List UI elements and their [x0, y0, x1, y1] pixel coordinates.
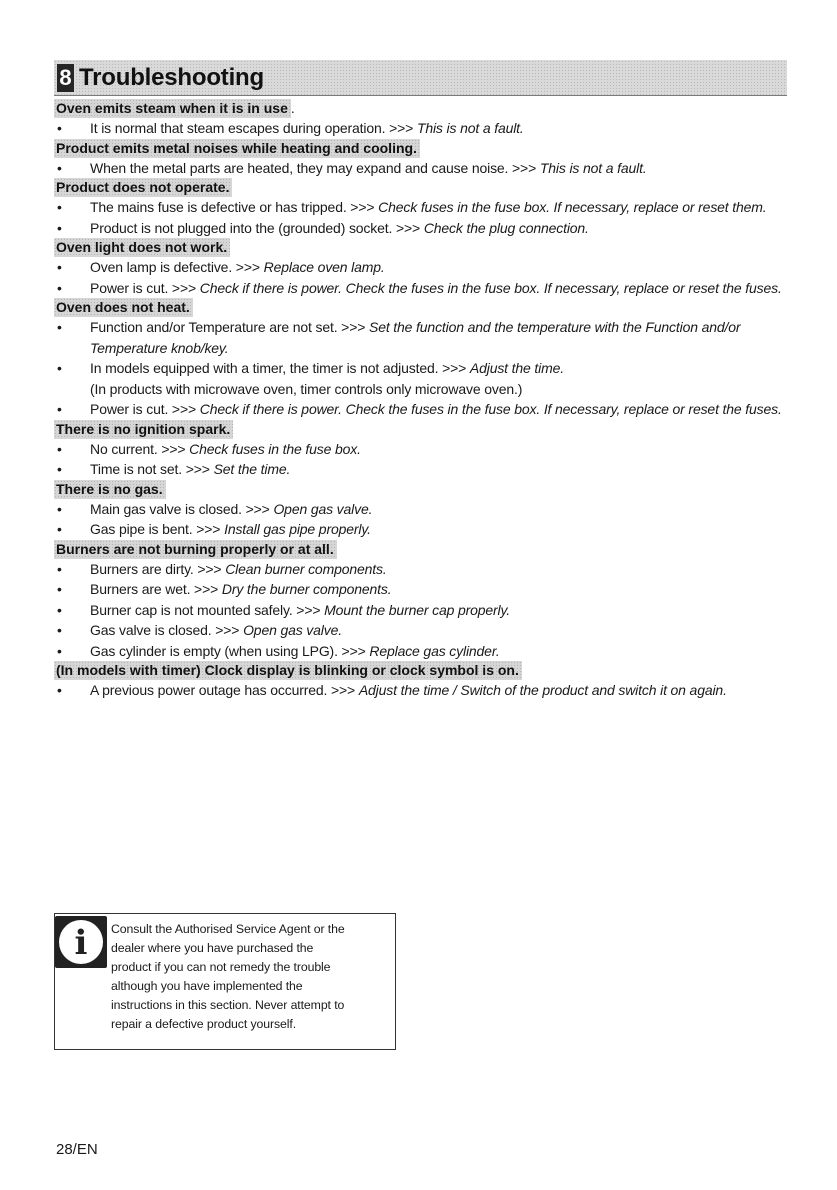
section-heading-row: [54, 139, 784, 158]
bullet-icon: •: [57, 440, 62, 457]
chapter-number: 8: [57, 64, 74, 92]
bullet-icon: •: [57, 642, 62, 659]
trouble-section: [54, 99, 784, 139]
remedy-text: Adjust the time.: [469, 360, 564, 376]
troubleshooting-list: [54, 99, 784, 701]
bullet-icon: •: [57, 259, 62, 275]
bullet-icon: •: [57, 401, 62, 417]
bullet-icon: •: [57, 279, 62, 296]
trouble-section: [54, 139, 784, 179]
cause-text: Burners are wet. >>>: [90, 581, 222, 597]
trouble-section: [54, 540, 784, 662]
remedy-text: Clean burner components.: [225, 560, 387, 577]
list-item: [54, 399, 784, 420]
info-note-text: [111, 920, 393, 1034]
cause-text: Burner cap is not mounted safely. >>>: [90, 601, 325, 618]
section-heading: Product does not operate.: [54, 178, 232, 197]
cause-remedy-list: [54, 317, 784, 420]
list-item: [54, 158, 784, 179]
list-item: [54, 197, 784, 218]
trouble-section: [54, 298, 784, 420]
cause-text: Function and/or Temperature are not set. >>>: [90, 319, 369, 335]
trouble-section: [54, 178, 784, 238]
cause-remedy-list: [54, 197, 784, 238]
remedy-text: Install gas pipe properly.: [224, 521, 371, 537]
info-note-line: product if you can not remedy the trouble: [111, 960, 331, 974]
bullet-icon: •: [57, 622, 62, 638]
remedy-text: This is not a fault.: [539, 159, 647, 176]
info-note-box: [54, 913, 396, 1050]
cause-remedy-list: [54, 559, 784, 662]
list-item: [54, 459, 784, 480]
cause-text: Power is cut. >>>: [90, 279, 200, 296]
cause-text: No current. >>>: [90, 440, 190, 457]
list-item: [54, 317, 784, 358]
trouble-section: [54, 420, 784, 480]
bullet-icon: •: [57, 319, 62, 335]
cause-remedy-list: [54, 158, 784, 179]
info-note-line: repair a defective product yourself.: [111, 1017, 297, 1031]
trouble-section: [54, 238, 784, 298]
cause-text: Burners are dirty. >>>: [90, 560, 226, 577]
cause-text: Product is not plugged into the (grounded) socket. >>>: [90, 219, 424, 236]
remedy-text: This is not a fault.: [416, 120, 524, 136]
cause-remedy-list: [54, 257, 784, 298]
info-note-line: instructions in this section. Never attempt to: [111, 998, 345, 1012]
info-icon-glyph: i: [59, 920, 103, 964]
section-heading-row: [54, 420, 784, 439]
list-item: [54, 257, 784, 278]
item-note: (In products with microwave oven, timer controls only microwave oven.): [90, 380, 523, 397]
section-heading: Oven does not heat.: [54, 298, 193, 317]
list-item: [54, 680, 784, 701]
section-heading-row: [54, 99, 784, 118]
list-item: [54, 439, 784, 460]
remedy-text: Set the time.: [213, 461, 291, 477]
cause-text: Gas pipe is bent. >>>: [90, 521, 225, 537]
bullet-icon: •: [57, 219, 62, 236]
remedy-text: Open gas valve.: [273, 500, 373, 517]
remedy-text: Open gas valve.: [243, 622, 342, 638]
section-heading: There is no gas.: [54, 480, 166, 499]
bullet-icon: •: [57, 601, 62, 618]
page-number: 28/EN: [56, 1141, 98, 1158]
section-heading-row: [54, 178, 784, 197]
remedy-text: Adjust the time / Switch of the product and switch it on again.: [358, 682, 727, 698]
cause-text: The mains fuse is defective or has tripped. >>>: [90, 199, 379, 215]
list-item: [54, 620, 784, 641]
trouble-section: [54, 480, 784, 540]
bullet-icon: •: [57, 360, 62, 376]
bullet-icon: •: [57, 120, 62, 136]
chapter-title: Troubleshooting: [79, 63, 264, 91]
section-heading: Oven emits steam when it is in use: [54, 99, 291, 118]
section-heading: Oven light does not work.: [54, 238, 230, 257]
section-heading: (In models with timer) Clock display is blinking or clock symbol is on.: [54, 661, 522, 680]
remedy-text: Check fuses in the fuse box.: [189, 440, 361, 457]
list-item: [54, 118, 784, 139]
info-note-line: Consult the Authorised Service Agent or the: [111, 922, 345, 936]
list-item: [54, 218, 784, 239]
trouble-section: [54, 661, 784, 701]
remedy-text: Check fuses in the fuse box. If necessary, replace or reset them.: [378, 199, 767, 215]
cause-text: Power is cut. >>>: [90, 401, 200, 417]
section-heading: There is no ignition spark.: [54, 420, 233, 439]
info-note-line: dealer where you have purchased the: [111, 941, 314, 955]
section-heading-suffix: .: [290, 100, 295, 116]
section-heading: Burners are not burning properly or at all.: [54, 540, 337, 559]
bullet-icon: •: [57, 159, 62, 176]
remedy-text: Check if there is power. Check the fuses in the fuse box. If necessary, replace or reset the fuses.: [199, 279, 782, 296]
info-note-line: although you have implemented the: [111, 979, 303, 993]
cause-text: Oven lamp is defective. >>>: [90, 259, 264, 275]
cause-text: When the metal parts are heated, they may expand and cause noise. >>>: [90, 159, 540, 176]
remedy-text: Replace oven lamp.: [263, 259, 385, 275]
bullet-icon: •: [57, 500, 62, 517]
cause-remedy-list: [54, 499, 784, 540]
info-icon: [55, 916, 107, 968]
bullet-icon: •: [57, 682, 62, 698]
cause-remedy-list: [54, 118, 784, 139]
section-heading-row: [54, 298, 784, 317]
cause-text: It is normal that steam escapes during operation. >>>: [90, 120, 417, 136]
cause-text: Main gas valve is closed. >>>: [90, 500, 274, 517]
list-item: [54, 600, 784, 621]
list-item: [54, 499, 784, 520]
section-heading-row: [54, 661, 784, 680]
chapter-title-bar: [54, 60, 787, 96]
bullet-icon: •: [57, 461, 62, 477]
section-heading-row: [54, 238, 784, 257]
remedy-text: Set the function and the temperature with the Function and/or Temperature knob/key.: [90, 319, 741, 356]
bullet-icon: •: [57, 199, 62, 215]
list-item: [54, 559, 784, 580]
list-item: [54, 519, 784, 540]
cause-text: Time is not set. >>>: [90, 461, 214, 477]
section-heading-row: [54, 540, 784, 559]
remedy-text: Check the plug connection.: [423, 219, 589, 236]
section-heading-row: [54, 480, 784, 499]
remedy-text: Mount the burner cap properly.: [324, 601, 511, 618]
cause-text: Gas cylinder is empty (when using LPG). >>>: [90, 642, 370, 659]
list-item: [54, 641, 784, 662]
section-heading: Product emits metal noises while heating and cooling.: [54, 139, 420, 158]
bullet-icon: •: [57, 521, 62, 537]
cause-remedy-list: [54, 439, 784, 480]
cause-text: A previous power outage has occurred. >>>: [90, 682, 359, 698]
cause-remedy-list: [54, 680, 784, 701]
cause-text: In models equipped with a timer, the timer is not adjusted. >>>: [90, 360, 470, 376]
remedy-text: Replace gas cylinder.: [369, 642, 500, 659]
remedy-text: Check if there is power. Check the fuses in the fuse box. If necessary, replace or reset the fuses.: [199, 401, 782, 417]
bullet-icon: •: [57, 581, 62, 597]
list-item: [54, 579, 784, 600]
remedy-text: Dry the burner components.: [221, 581, 392, 597]
bullet-icon: •: [57, 560, 62, 577]
list-item: [54, 278, 784, 299]
cause-text: Gas valve is closed. >>>: [90, 622, 244, 638]
list-item: [54, 358, 784, 399]
